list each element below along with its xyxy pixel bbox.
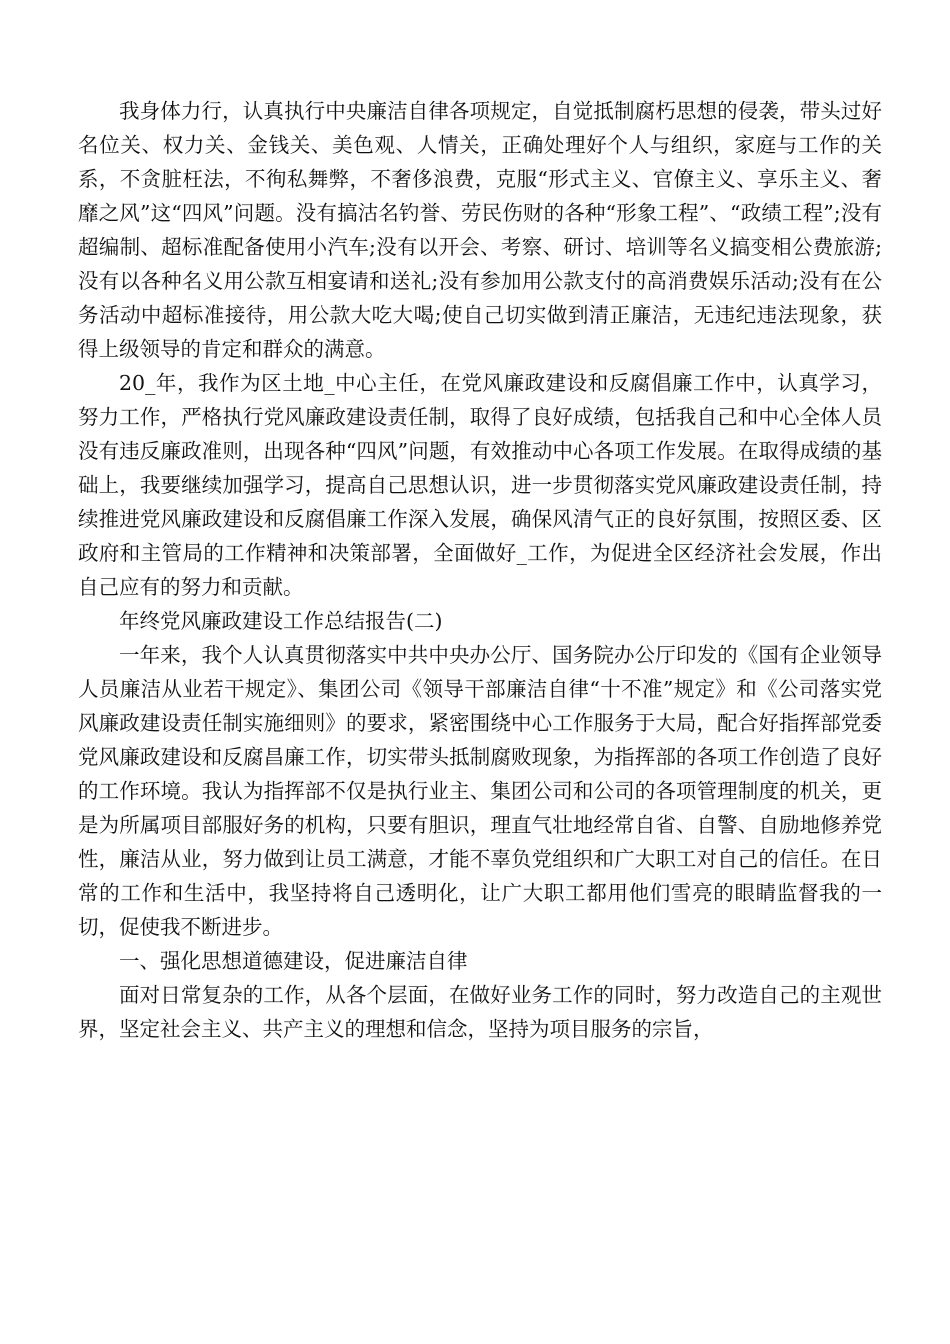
document-body (78, 94, 882, 1046)
subheading-1: 一、强化思想道德建设，促进廉洁自律 (119, 949, 468, 973)
paragraph-2: 20_年，我作为区土地_中心主任，在党风廉政建设和反腐倡廉工作中，认真学习，努力工作，严格执行党风廉政建设责任制，取得了良好成绩，包括我自己和中心全体人员没有违反廉政准则，出现各种“四风”问题，有效推动中心各项工作发展。在取得成绩的基础上，我要继续加强学习，提高自己思想认识，进一步贯彻落实党风廉政建设责任制，持续推进党风廉政建设和反腐倡廉工作深入发展，确保风清气正的良好氛围，按照区委、区政府和主管局的工作精神和决策部署，全面做好_工作，为促进全区经济社会发展，作出自己应有的努力和贡献。 (78, 371, 882, 599)
paragraph-4: 面对日常复杂的工作，从各个层面，在做好业务工作的同时，努力改造自己的主观世界，坚定社会主义、共产主义的理想和信念，坚持为项目服务的宗旨， (78, 983, 882, 1041)
paragraph-3: 一年来，我个人认真贯彻落实中共中央办公厅、国务院办公厅印发的《国有企业领导人员廉洁从业若干规定》、集团公司《领导干部廉洁自律“十不准”规定》和《公司落实党风廉政建设责任制实施细则》的要求，紧密围绕中心工作服务于大局，配合好指挥部党委党风廉政建设和反腐昌廉工作，切实带头抵制腐败现象，为指挥部的各项工作创造了良好的工作环境。我认为指挥部不仅是执行业主、集团公司和公司的各项管理制度的机关，更是为所属项目部服好务的机构，只要有胆识，理直气壮地经常自省、自警、自励地修养党性，廉洁从业，努力做到让员工满意，才能不辜负党组织和广大职工对自己的信任。在日常的工作和生活中，我坚持将自己透明化，让广大职工都用他们雪亮的眼睛监督我的一切，促使我不断进步。 (78, 643, 882, 939)
paragraph-1: 我身体力行，认真执行中央廉洁自律各项规定，自觉抵制腐朽思想的侵袭，带头过好名位关、权力关、金钱关、美色观、人情关，正确处理好个人与组织，家庭与工作的关系，不贪脏枉法，不徇私舞弊，不奢侈浪费，克服“形式主义、官僚主义、享乐主义、奢靡之风”这“四风”问题。没有搞沽名钓誉、劳民伤财的各种“形象工程”、“政绩工程”;没有超编制、超标准配备使用小汽车;没有以开会、考察、研讨、培训等名义搞变相公费旅游;没有以各种名义用公款互相宴请和送礼;没有参加用公款支付的高消费娱乐活动;没有在公务活动中超标准接待，用公款大吃大喝;使自己切实做到清正廉洁，无违纪违法现象，获得上级领导的肯定和群众的满意。 (78, 99, 882, 361)
section-title: 年终党风廉政建设工作总结报告(二) (119, 609, 443, 633)
